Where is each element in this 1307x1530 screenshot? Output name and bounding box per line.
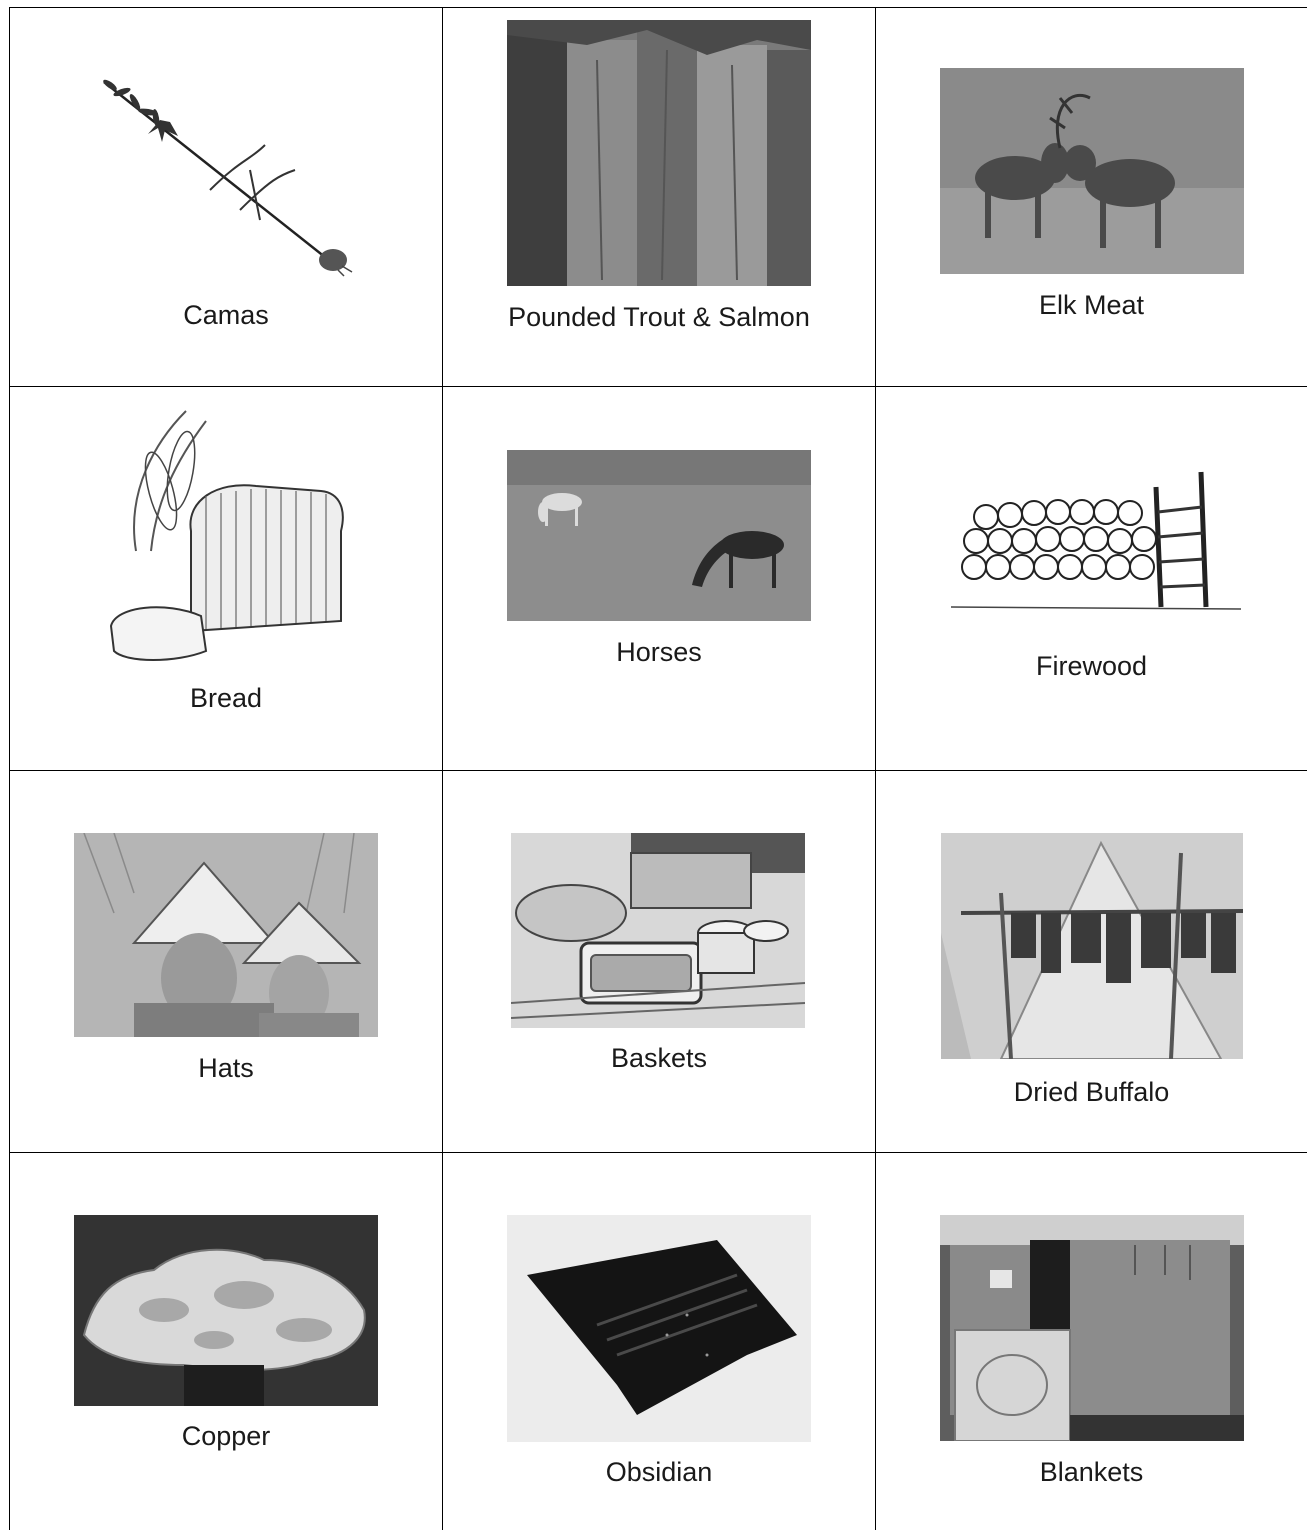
item-label: Copper	[181, 1421, 271, 1451]
cliff-rock-icon	[507, 20, 811, 286]
table-cell-hats	[10, 771, 442, 1152]
table-cell-baskets	[443, 771, 875, 1152]
table-cell-obsidian	[443, 1153, 875, 1530]
elk-icon	[940, 68, 1244, 274]
item-label: Horses	[616, 637, 702, 667]
camas-plant-icon	[90, 70, 365, 280]
blankets-icon	[940, 1215, 1244, 1441]
item-label: Bread	[189, 683, 263, 713]
item-label: Camas	[183, 300, 269, 330]
obsidian-shard-icon	[507, 1215, 811, 1442]
table-cell-blankets	[876, 1153, 1307, 1530]
drying-rack-tipi-icon	[941, 833, 1243, 1059]
copper-nugget-icon	[74, 1215, 378, 1406]
table-cell-elk-meat	[876, 8, 1307, 386]
table-cell-copper	[10, 1153, 442, 1530]
item-label: Blankets	[1039, 1457, 1144, 1487]
item-label: Pounded Trout & Salmon	[508, 302, 810, 332]
table-cell-bread	[10, 387, 442, 770]
item-label: Dried Buffalo	[1013, 1077, 1170, 1107]
item-label: Firewood	[1035, 651, 1148, 681]
table-cell-firewood	[876, 387, 1307, 770]
item-label: Hats	[198, 1053, 254, 1083]
table-cell-horses	[443, 387, 875, 770]
horses-icon	[507, 450, 811, 621]
item-label: Baskets	[610, 1043, 708, 1073]
firewood-pile-icon	[946, 457, 1246, 627]
item-label: Obsidian	[605, 1457, 713, 1487]
table-cell-pounded-trout-salmon	[443, 8, 875, 386]
item-label: Elk Meat	[1038, 290, 1145, 320]
bread-loaf-icon	[106, 401, 346, 671]
table-cell-camas	[10, 8, 442, 386]
table-cell-dried-buffalo	[876, 771, 1307, 1152]
hats-people-icon	[74, 833, 378, 1037]
baskets-icon	[511, 833, 805, 1028]
